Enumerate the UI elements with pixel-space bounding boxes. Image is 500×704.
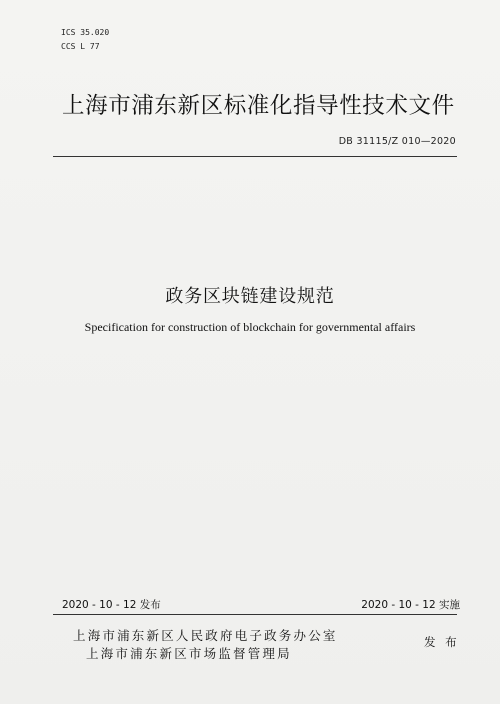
classification-codes	[61, 26, 109, 54]
issuer-line-1: 上海市浦东新区人民政府电子政务办公室	[73, 628, 338, 643]
series-title: 上海市浦东新区标准化指导性技术文件	[62, 93, 455, 119]
release-date: 2020 - 10 - 12 发布	[62, 599, 161, 611]
top-divider	[53, 156, 457, 157]
publish-label: 发 布	[424, 635, 460, 649]
document-title-zh: 政务区块链建设规范	[165, 286, 335, 307]
ccs-code: CCS L 77	[61, 42, 100, 51]
ics-code: ICS 35.020	[61, 28, 110, 37]
issuer-line-2: 上海市浦东新区市场监督管理局	[86, 646, 292, 661]
implementation-date: 2020 - 10 - 12 实施	[361, 599, 460, 611]
document-title-en: Specification for construction of blockchain for governmental affairs	[84, 320, 416, 334]
bottom-divider	[53, 614, 457, 615]
document-number: DB 31115/Z 010—2020	[338, 136, 456, 147]
